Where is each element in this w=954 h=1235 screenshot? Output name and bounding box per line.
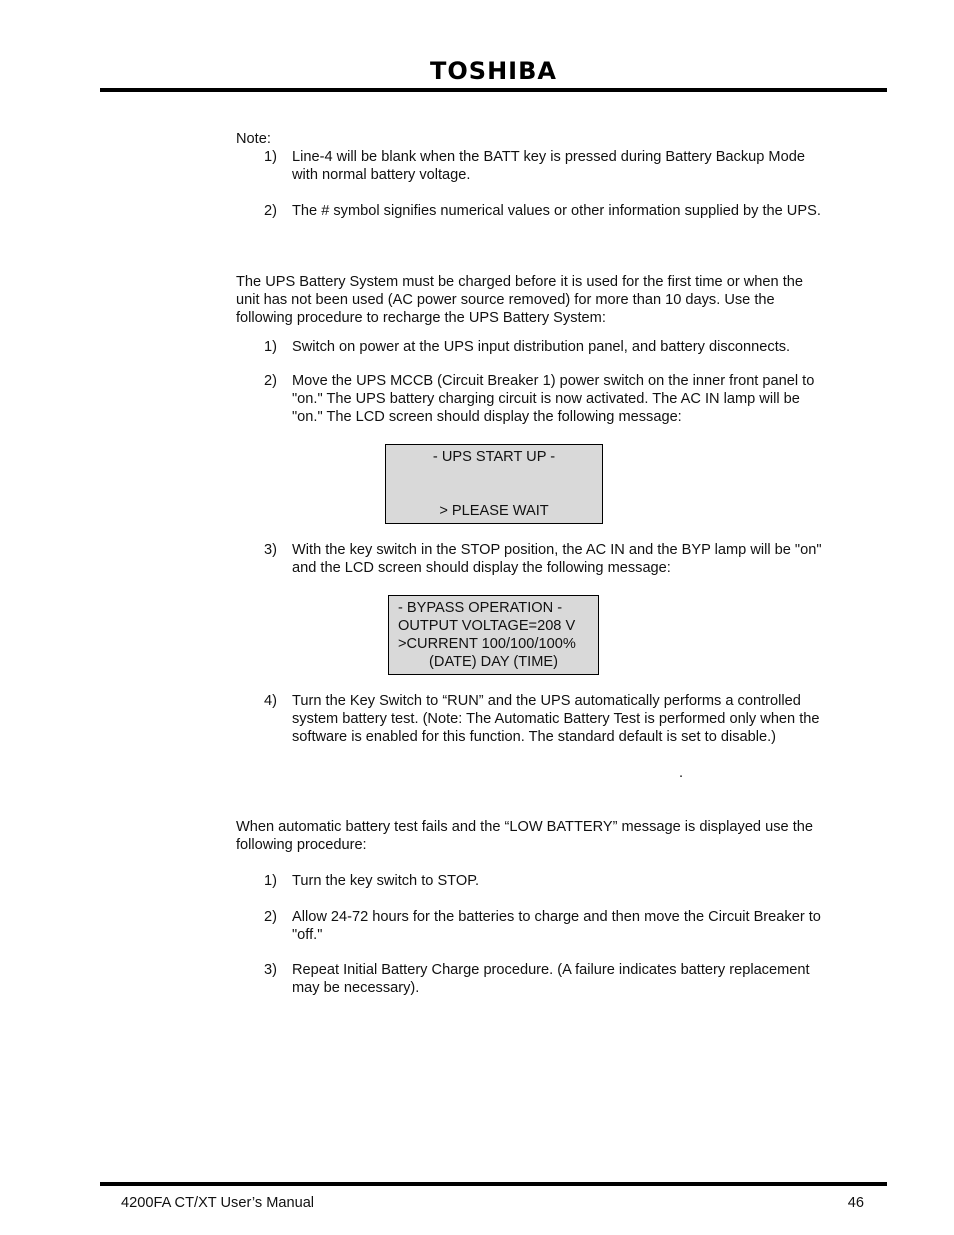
lcd-bypass-line-4: (DATE) DAY (TIME) [429, 654, 558, 670]
charge-step-3-line-1: With the key switch in the STOP position, the AC IN and the BYP lamp will be "on" [292, 542, 822, 558]
lowbatt-step-1-number: 1) [264, 873, 277, 889]
note-label: Note: [236, 131, 271, 147]
lowbatt-step-2-line-1: Allow 24-72 hours for the batteries to charge and then move the Circuit Breaker to [292, 909, 821, 925]
charge-step-1-number: 1) [264, 339, 277, 355]
note-item-1-line-2: with normal battery voltage. [292, 167, 471, 183]
lowbatt-intro [236, 818, 866, 854]
charge-step-1-line-1: Switch on power at the UPS input distribution panel, and battery disconnects. [292, 339, 791, 355]
lowbatt-step-3-number: 3) [264, 962, 277, 978]
charge-step-2-line-2: "on." The UPS battery charging circuit is now activated. The AC IN lamp will be [292, 391, 800, 407]
charge-intro-line-3: following procedure to recharge the UPS Battery System: [236, 310, 606, 326]
lowbatt-intro-line-2: following procedure: [236, 837, 367, 853]
lowbatt-intro-line-1: When automatic battery test fails and the “LOW BATTERY” message is displayed use the [236, 819, 813, 835]
charge-step-4-line-3: software is enabled for this function. The standard default is set to disable.) [292, 729, 777, 745]
charge-step-2-number: 2) [264, 373, 277, 389]
charge-intro [236, 273, 866, 327]
footer-rule [100, 1182, 887, 1186]
toshiba-logo: TOSHIBA [430, 57, 557, 85]
charge-step-4-line-1: Turn the Key Switch to “RUN” and the UPS automatically performs a controlled [292, 693, 801, 709]
lcd-startup-line-2: > PLEASE WAIT [439, 503, 549, 519]
note-item-2-line-1: The # symbol signifies numerical values or other information supplied by the UPS. [292, 203, 821, 219]
lcd-startup-line-1: - UPS START UP - [432, 449, 556, 465]
footer-manual-title: 4200FA CT/XT User’s Manual [121, 1195, 315, 1211]
note-item-2-number: 2) [264, 203, 277, 219]
charge-step-4-line-2: system battery test. (Note: The Automatic Battery Test is performed only when the [292, 711, 820, 727]
lowbatt-step-2-line-2: "off." [292, 927, 323, 943]
charge-step-3-line-2: and the LCD screen should display the following message: [292, 560, 671, 576]
note-item-1-line-1: Line-4 will be blank when the BATT key is pressed during Battery Backup Mode [292, 149, 805, 165]
charge-step-4-number: 4) [264, 693, 277, 709]
header-rule [100, 88, 887, 92]
lowbatt-step-3-line-1: Repeat Initial Battery Charge procedure. (A failure indicates battery replacement [292, 962, 810, 978]
stray-period: . [679, 765, 684, 781]
lcd-startup-message [385, 444, 603, 524]
page-number: 46 [847, 1195, 864, 1211]
lcd-bypass-line-2: OUTPUT VOLTAGE=208 V [398, 618, 576, 634]
lcd-bypass-line-3: >CURRENT 100/100/100% [398, 636, 576, 652]
lowbatt-step-3-line-2: may be necessary). [292, 980, 420, 996]
charge-step-3-number: 3) [264, 542, 277, 558]
note-item-1-number: 1) [264, 149, 277, 165]
lcd-bypass-message [388, 595, 599, 675]
charge-intro-line-1: The UPS Battery System must be charged before it is used for the first time or when the [236, 274, 803, 290]
charge-intro-line-2: unit has not been used (AC power source removed) for more than 10 days. Use the [236, 292, 775, 308]
lowbatt-step-1-line-1: Turn the key switch to STOP. [292, 873, 480, 889]
lowbatt-step-2-number: 2) [264, 909, 277, 925]
charge-step-2-line-3: "on." The LCD screen should display the following message: [292, 409, 682, 425]
lcd-bypass-line-1: - BYPASS OPERATION - [398, 600, 563, 616]
charge-step-2-line-1: Move the UPS MCCB (Circuit Breaker 1) power switch on the inner front panel to [292, 373, 815, 389]
